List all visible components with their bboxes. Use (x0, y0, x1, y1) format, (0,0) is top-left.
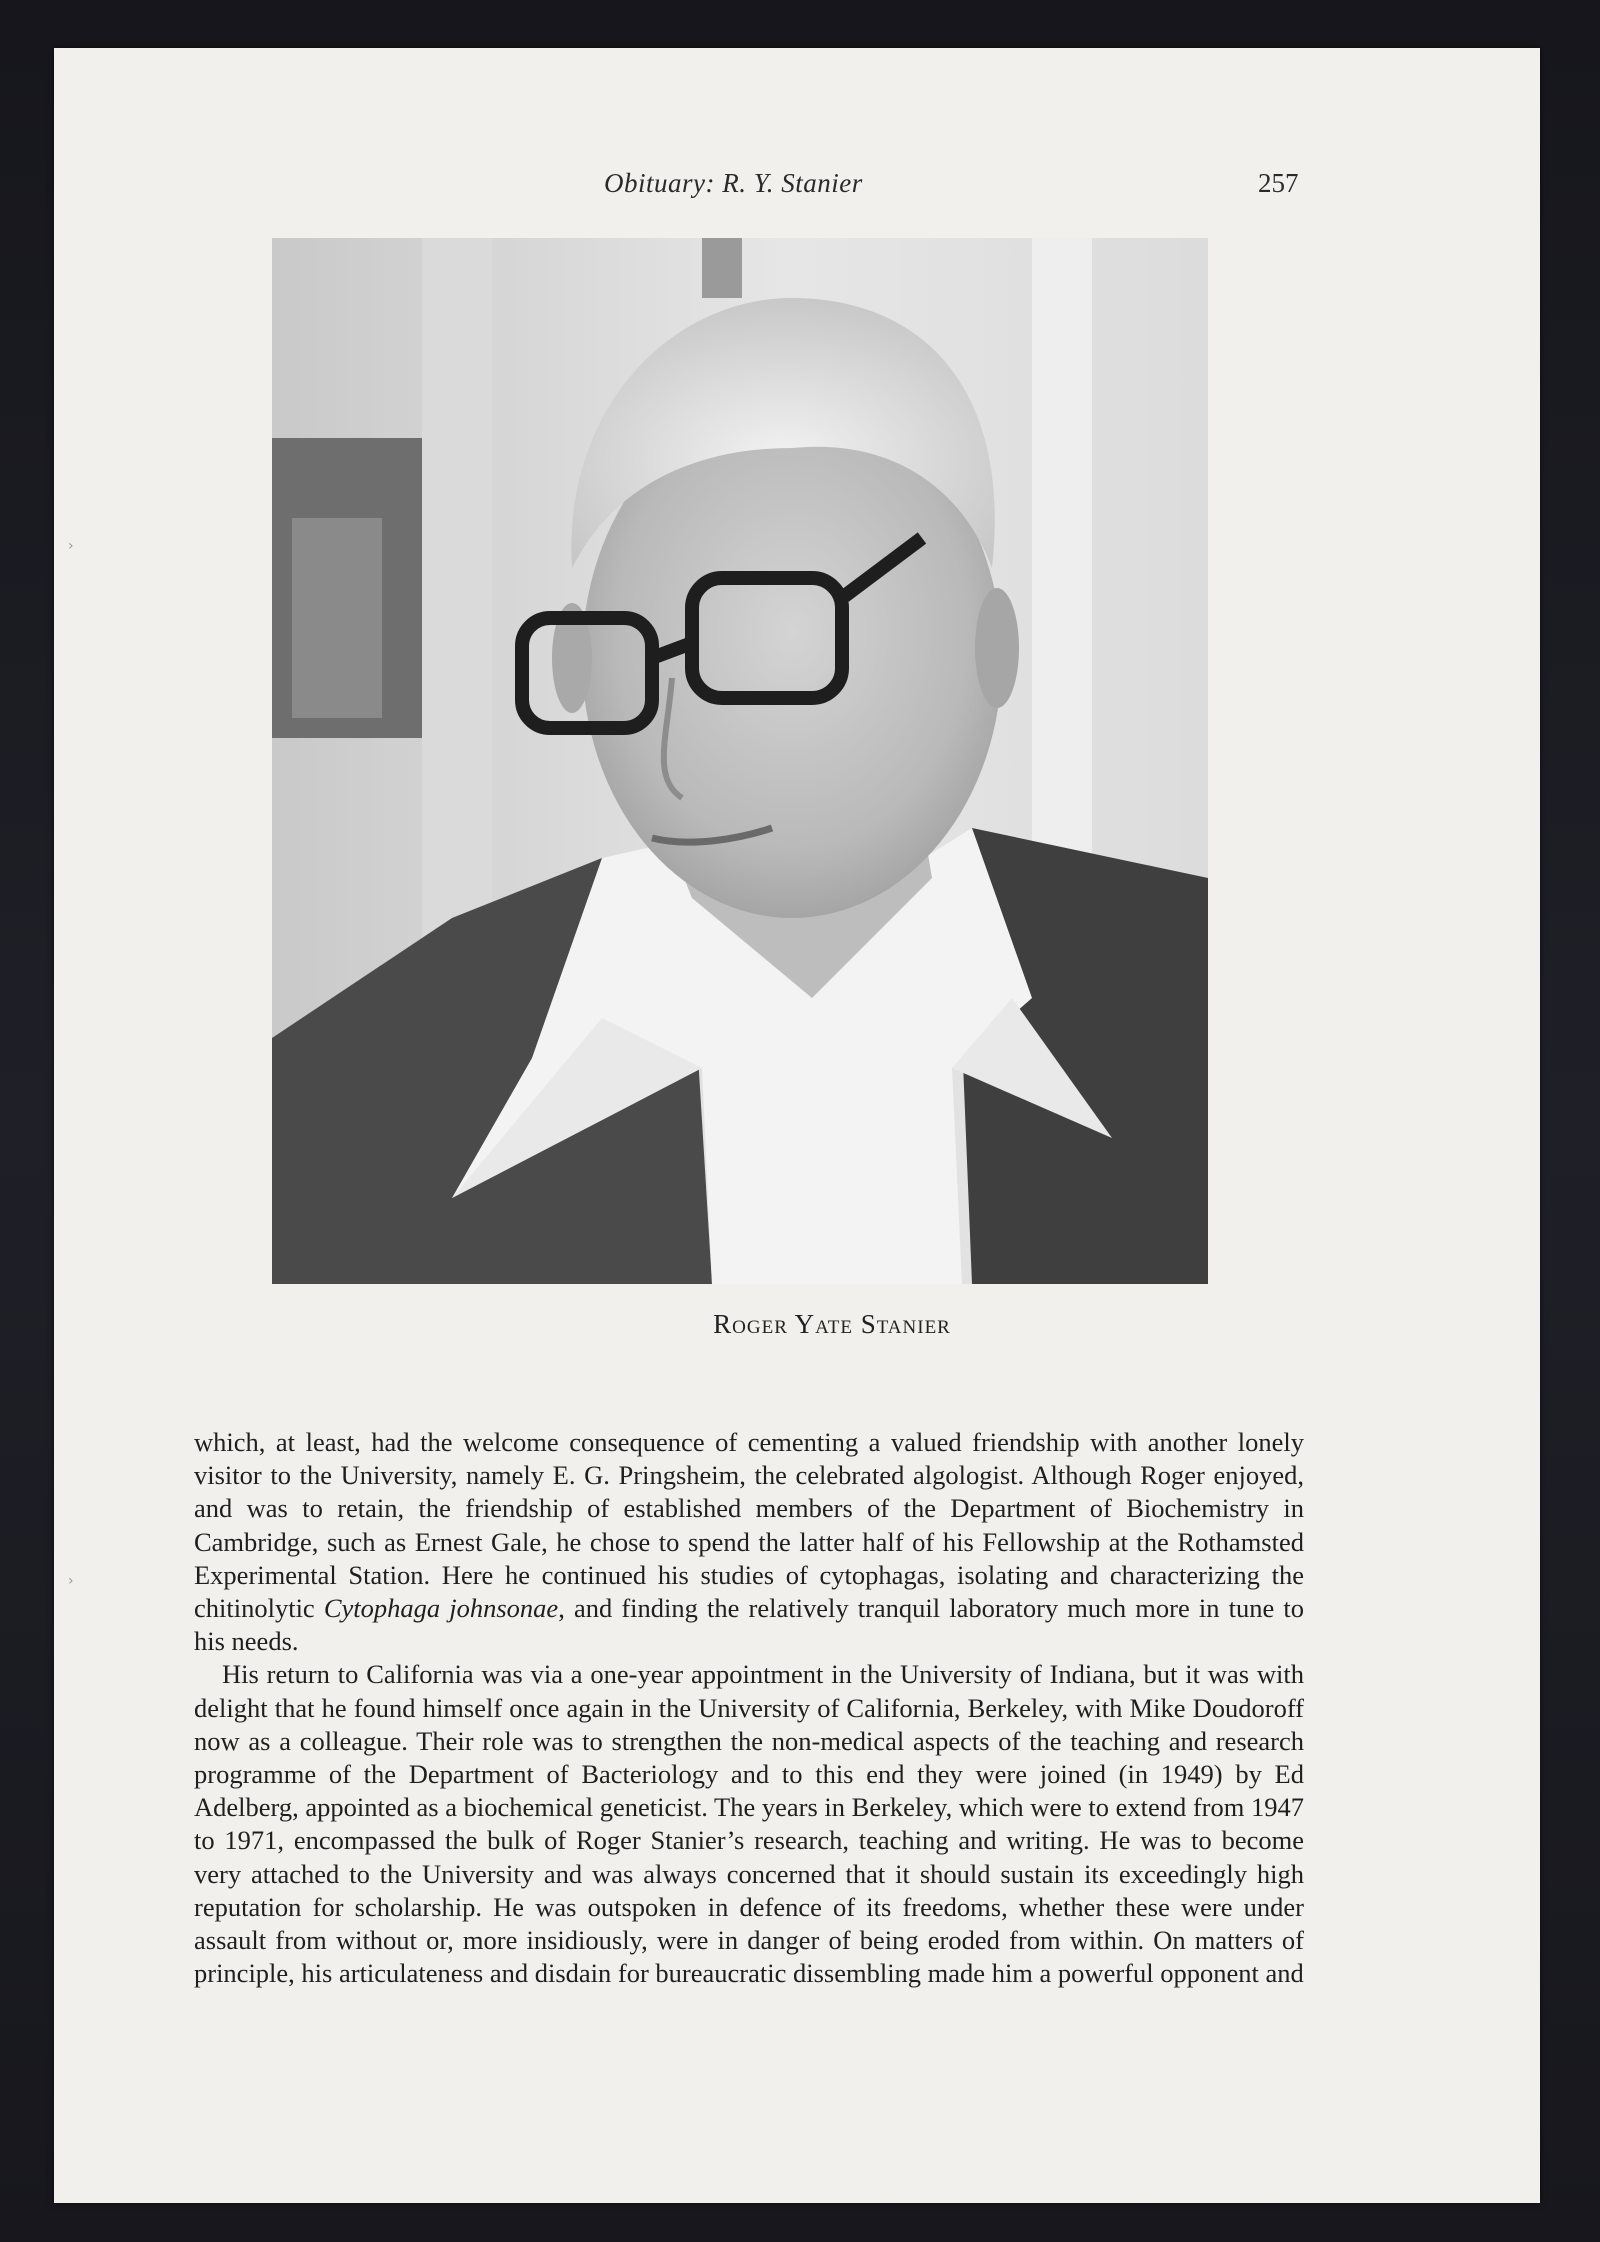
paragraph-1-text-a: which, at least, had the welcome consequence of cementing a valued friendship with another lonely visitor to the University, namely E. G. Pringsheim, the celebrated algologist. Although Roger enjoyed, and was to retain, the friendship of established members of the Department of Biochemistry in Cambridge, such as Ernest Gale, he chose to spend the latter half of his Fellowship at the Rothamsted Experimental Station. Here he continued his studies of cytophagas, isolating and characterizing the chitinolytic (194, 1427, 1304, 1624)
portrait-photo-drawing (272, 238, 1208, 1284)
paragraph-2: His return to California was via a one-year appointment in the University of Indiana, but it was with delight that he found himself once again in the University of California, Berkeley, with Mike Doudoroff now as a colleague. Their role was to strengthen the non-medical aspects of the teaching and research programme of the Department of Bacteriology and to this end they were joined (in 1949) by Ed Adelberg, appointed as a biochemical geneticist. The years in Berkeley, which were to extend from 1947 to 1971, encompassed the bulk of Roger Stanier’s research, teaching and writing. He was to become very attached to the University and was always concerned that it should sustain its exceedingly high reputation for scholarship. He was outspoken in defence of its freedoms, whether these were under assault from without or, more insidiously, were in danger of being eroded from within. On matters of principle, his articulateness and disdain for bureaucratic dissembling made him a powerful opponent and (194, 1659, 1304, 1989)
page-number: 257 (1258, 168, 1299, 198)
photo-caption: Roger Yate Stanier (713, 1309, 951, 1339)
scan-edge-mark: › (68, 1573, 74, 1589)
scan-edge-mark: › (68, 538, 74, 554)
running-head (54, 168, 1540, 208)
species-name: Cytophaga johnsonae (323, 1593, 559, 1624)
body-text (194, 1426, 1304, 1990)
paragraph-1-text-b: , and finding the relatively tranquil laboratory much more in tune to his needs. (194, 1593, 1304, 1657)
document-page (54, 48, 1540, 2203)
portrait-photo (272, 238, 1208, 1284)
paragraph-1 (194, 1426, 1304, 1658)
running-head-title: Obituary: R. Y. Stanier (604, 168, 863, 198)
